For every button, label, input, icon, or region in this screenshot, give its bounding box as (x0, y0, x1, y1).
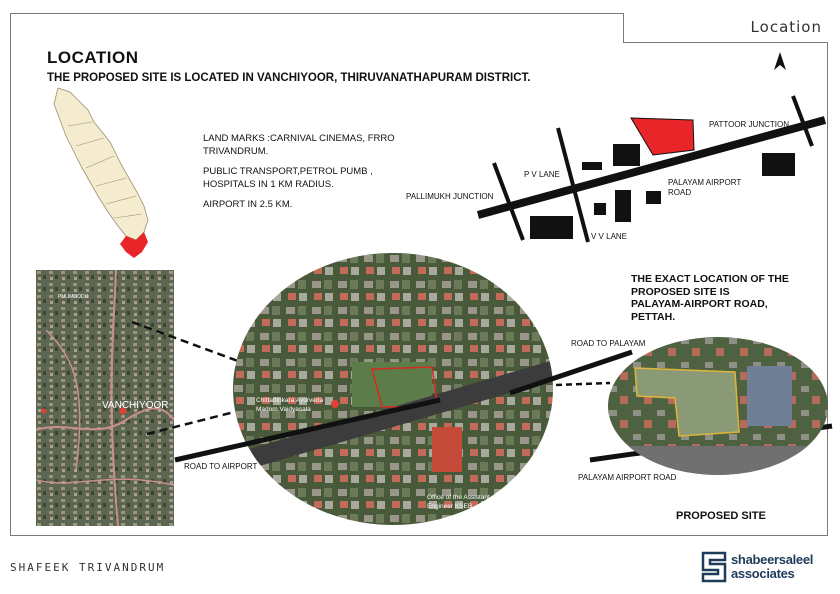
label-pattoor-junction: PATTOOR JUNCTION (709, 120, 789, 129)
label-office-2: Engineer KSEB (427, 503, 473, 510)
label-vanchiyoor: VANCHIYOOR (102, 400, 169, 411)
label-palayam-airport-road-1: PALAYAM AIRPORT (668, 178, 742, 187)
label-palayam-airport-road-2: ROAD (668, 188, 692, 197)
proposed-site-caption: PROPOSED SITE (676, 510, 766, 522)
section-tab-label: Location (750, 18, 822, 36)
label-pulimoodu: PULIMOODU (58, 294, 89, 300)
road-to-airport-line (175, 400, 440, 460)
brand-name-1: shabeersaleel (731, 552, 814, 567)
brand-name-2: associates (731, 566, 795, 581)
label-place-2: Madom Vaidyasala (256, 406, 311, 413)
note-transport: PUBLIC TRANSPORT,PETROL PUMB , HOSPITALS IN 1 KM RADIUS. (203, 166, 373, 190)
label-pallimukh-junction: PALLIMUKH JUNCTION (406, 192, 494, 201)
page-title: LOCATION (47, 48, 139, 67)
note-landmarks: LAND MARKS :CARNIVAL CINEMAS, FRRO TRIVANDRUM. (203, 133, 395, 157)
label-place-1: Chittattinkara Ayurveda (256, 397, 324, 404)
page-subtitle: THE PROPOSED SITE IS LOCATED IN VANCHIYOOR, THIRUVANATHAPURAM DISTRICT. (47, 72, 531, 84)
label-vv-lane: V V LANE (591, 232, 628, 241)
brand-logo (701, 551, 831, 585)
footer-author: SHAFEEK TRIVANDRUM (10, 561, 166, 574)
label-road-to-airport: ROAD TO AIRPORT (184, 462, 258, 471)
label-pv-lane: P V LANE (524, 170, 560, 179)
exact-location-text: THE EXACT LOCATION OF THE PROPOSED SITE IS PALAYAM-AIRPORT ROAD, PETTAH. (631, 273, 789, 323)
label-office-1: Office of the Assistant (427, 494, 490, 501)
label-palayam-airport-road: PALAYAM AIRPORT ROAD (578, 473, 677, 482)
label-road-to-palayam: ROAD TO PALAYAM (571, 339, 646, 348)
site-zoom (607, 336, 829, 476)
brand-mark-icon (701, 551, 727, 583)
note-airport: AIRPORT IN 2.5 KM. (203, 199, 293, 210)
